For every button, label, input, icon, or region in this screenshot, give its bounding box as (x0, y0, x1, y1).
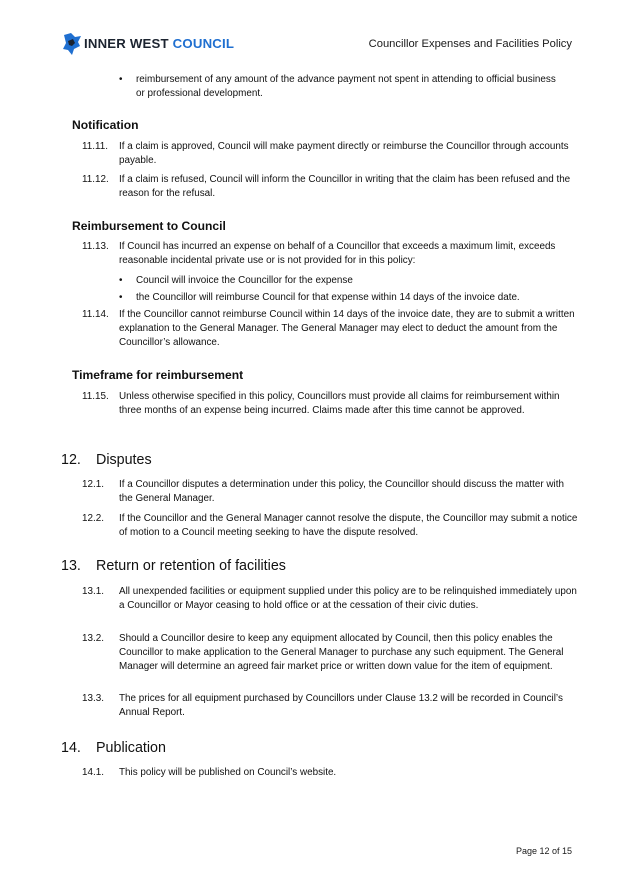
document-title: Councillor Expenses and Facilities Policy (368, 38, 572, 50)
bullet-text: the Councillor will reimburse Council for that expense within 14 days of the invoice date. (136, 292, 520, 303)
timeframe-heading: Timeframe for reimbursement (72, 368, 244, 382)
logo-council: COUNCIL (172, 36, 235, 52)
page-header (0, 0, 627, 70)
clause-number: 11.14. (82, 309, 109, 320)
page-number: Page 12 of 15 (515, 846, 572, 856)
clause-number: 11.13. (82, 241, 109, 252)
bullet-dot-icon: • (119, 74, 123, 85)
section-title: Publication (96, 740, 166, 756)
bullet-text: reimbursement of any amount of the advance payment not spent in attending to official business or professional development. (136, 74, 556, 99)
logo-inner-west: INNER WEST (84, 36, 169, 52)
clause-number: 13.2. (82, 633, 104, 644)
clause-number: 11.11. (82, 141, 108, 152)
council-logo (62, 32, 234, 56)
clause-number: 11.12. (82, 174, 109, 185)
clause-number: 11.15. (82, 391, 109, 402)
bullet-text: Council will invoice the Councillor for the expense (136, 275, 353, 286)
notification-heading: Notification (72, 118, 139, 132)
section-title: Return or retention of facilities (96, 558, 286, 574)
clause-text: All unexpended facilities or equipment supplied under this policy are to be relinquished immediately upon a Councillor or Mayor ceasing to hold office or at the cessation of their civic duties. (119, 586, 577, 611)
clause-number: 13.1. (82, 586, 104, 597)
clause-number: 12.2. (82, 513, 104, 524)
clause-text: If the Councillor and the General Manager cannot resolve the dispute, the Councillor may submit a notice of motion to a Council meeting seeking to have the dispute resolved. (119, 513, 578, 538)
logo-wordmark (84, 37, 234, 50)
reimbursement-heading: Reimbursement to Council (72, 219, 226, 233)
section-title: Disputes (96, 452, 152, 468)
clause-number: 13.3. (82, 693, 104, 704)
section-number: 12. (61, 452, 81, 468)
clause-text: If the Councillor cannot reimburse Council within 14 days of the invoice date, they are to submit a written explanation to the General Manager. The General Manager may elect to deduct the amount from the Councillor’s allowance. (119, 309, 575, 348)
clause-text: Unless otherwise specified in this policy, Councillors must provide all claims for reimbursement within three months of an expense being incurred. Claims made after this time cannot be approved. (119, 391, 560, 416)
clause-text: If Council has incurred an expense on behalf of a Councillor that exceeds a maximum limit, exceeds reasonable incidental private use or is not provided for in this policy: (119, 241, 556, 266)
clause-text: This policy will be published on Council’s website. (119, 767, 337, 778)
bullet-dot-icon: • (119, 292, 123, 303)
clause-number: 12.1. (82, 479, 104, 490)
section-number: 14. (61, 740, 81, 756)
clause-text: If a claim is approved, Council will make payment directly or reimburse the Councillor through accounts payable. (119, 141, 569, 166)
clause-number: 14.1. (82, 767, 104, 778)
clause-text: If a claim is refused, Council will inform the Councillor in writing that the claim has been refused and the reason for the refusal. (119, 174, 571, 199)
clause-text: The prices for all equipment purchased by Councillors under Clause 13.2 will be recorded in Council’s Annual Report. (119, 693, 563, 718)
section-number: 13. (61, 558, 81, 574)
clause-text: Should a Councillor desire to keep any equipment allocated by Council, then this policy enables the Councillor to make application to the General Manager to purchase any such equipment. The General Manager will determine an agreed fair market price or written down value for the item of equipment. (119, 633, 564, 672)
clause-text: If a Councillor disputes a determination under this policy, the Councillor should discuss the matter with the General Manager. (119, 479, 564, 504)
inner-west-council-logo-icon (62, 32, 82, 56)
bullet-dot-icon: • (119, 275, 123, 286)
